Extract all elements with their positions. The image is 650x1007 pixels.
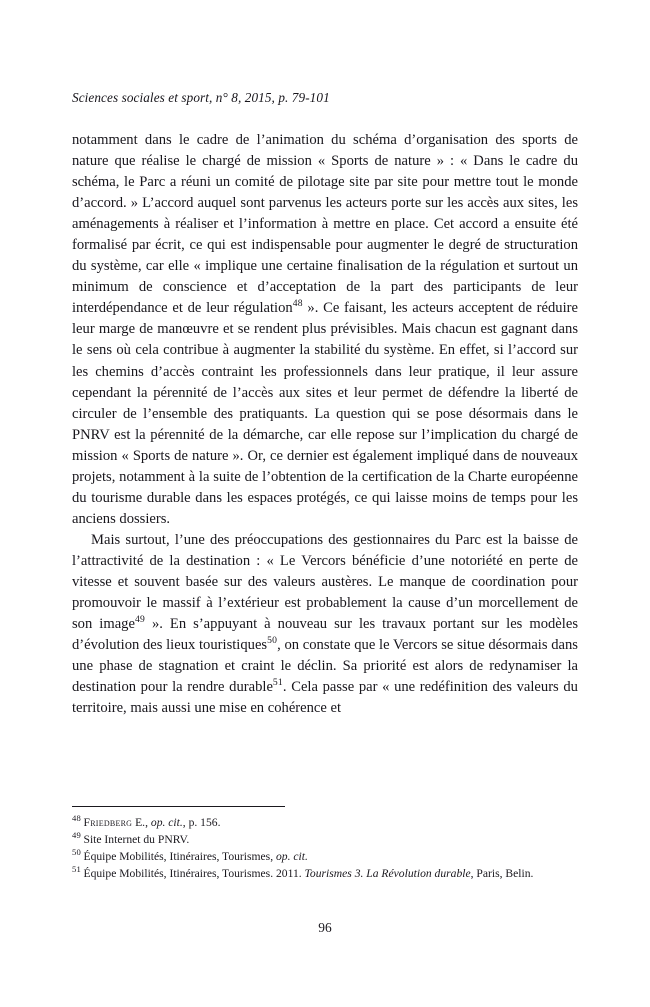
paragraph-1-text-part-1: notamment dans le cadre de l’animation du schéma d’organisation des sports de nature que réalise le chargé de mission « Sports de nature » : « Dans le cadre du schéma, le Parc a réuni un comité de pilotage site par site pour mettre tout le monde d’accord. » L’accord auquel sont parvenus les acteurs porte sur les accès aux sites, les aménagements à réaliser et l’information à mettre en place. Cet accord a ensuite été formalisé par écrit, ce qui est indispensable pour augmenter le degré de structuration du système, car elle « implique une certaine finalisation de la régulation et surtout un minimum de conscience et d’acceptation de la part des participants de leur interdépendance et de leur régulation — [72, 132, 578, 317]
paragraph-2-text-part-1: Mais surtout, l’une des préoccupations des gestionnaires du Parc est la baisse de l’attractivité de la destination : « Le Vercors bénéficie d’une notoriété en perte de vitesse et souvent basée sur des valeurs austères. Le manque de coordination pour promouvoir le massif à l’extérieur est probablement la cause d’un morcellement de son image — [72, 531, 578, 633]
footnote-author-smallcaps: Friedberg — [83, 816, 133, 829]
paragraph-1-text-part-2: ». Ce faisant, les acteurs acceptent de réduire leur marge de manœuvre et se rendent plus prévisibles. Mais chacun est gagnant dans le sens où cela contribue à augmenter la stabilité du système. En effet, si l’accord sur les chemins d’accès contraint les professionnels dans leur pratique, il leur assure cependant la pérennité de l’accès aux sites et leur permet de défendre la liberté de circuler de l’ensemble des pratiquants. La question qui se pose désormais dans le PNRV est la pérennité de la démarche, car elle repose sur l’implication du chargé de mission « Sports de nature ». Or, ce dernier est également impliqué dans de nouveaux projets, notamment à la suite de l’obtention de la certification de la Charte européenne du tourisme durable dans les espaces protégés, ce qui laisse moins de temps pour les anciens dossiers. — [72, 300, 578, 527]
footnote-tail: , p. 156. — [182, 816, 221, 829]
footnote-text: Équipe Mobilités, Itinéraires, Tourismes. 2011. — [83, 867, 305, 881]
footnote-item — [72, 814, 578, 831]
footnote-item — [72, 848, 578, 865]
footnote-reference-50[interactable]: 50 — [267, 635, 278, 647]
paragraph-1 — [72, 130, 578, 530]
footnote-item — [72, 865, 578, 882]
footnote-tail: , Paris, Belin. — [470, 867, 534, 881]
running-header: Sciences sociales et sport, n° 8, 2015, p. 79-101 — [72, 90, 330, 105]
footnote-separator-rule — [72, 806, 285, 807]
footnote-reference-49[interactable]: 49 — [134, 614, 145, 626]
footnote-list — [72, 814, 578, 882]
footnote-reference-51[interactable]: 51 — [272, 677, 283, 689]
footnote-italic-title: op. cit. — [276, 850, 308, 864]
footnote-italic-title: op. cit. — [150, 816, 183, 829]
footnote-italic-title: Tourismes 3. La Révolution durable — [304, 867, 471, 881]
paragraph-2-text-part-3: , on constate que le Vercors se situe désormais dans une phase de stagnation et craint le déclin. Sa priorité est alors de redynamiser la destination pour la rendre durable — [72, 637, 578, 696]
paragraph-2-text-part-2: ». En s’appuyant à nouveau sur les travaux portant sur les modèles d’évolution des lieux touristiques — [72, 616, 578, 654]
footnote-number: 48 — [72, 813, 81, 824]
footnote-text: Équipe Mobilités, Itinéraires, Tourismes, — [83, 850, 276, 864]
body-text-block — [72, 130, 578, 719]
paragraph-2 — [72, 530, 578, 719]
footnote-reference-48[interactable]: 48 — [292, 298, 303, 310]
page-number: 96 — [318, 920, 332, 935]
paragraph-2-text-part-4: . Cela passe par « une redéfinition des valeurs du territoire, mais aussi une mise en cohérence et — [72, 679, 578, 717]
footnote-item — [72, 831, 578, 848]
footnote-number: 50 — [72, 847, 81, 858]
footnote-number: 49 — [72, 830, 81, 841]
footnote-text: E., — [132, 816, 151, 829]
footnote-text: Site Internet du PNRV. — [83, 833, 190, 847]
footnote-number: 51 — [72, 864, 81, 875]
